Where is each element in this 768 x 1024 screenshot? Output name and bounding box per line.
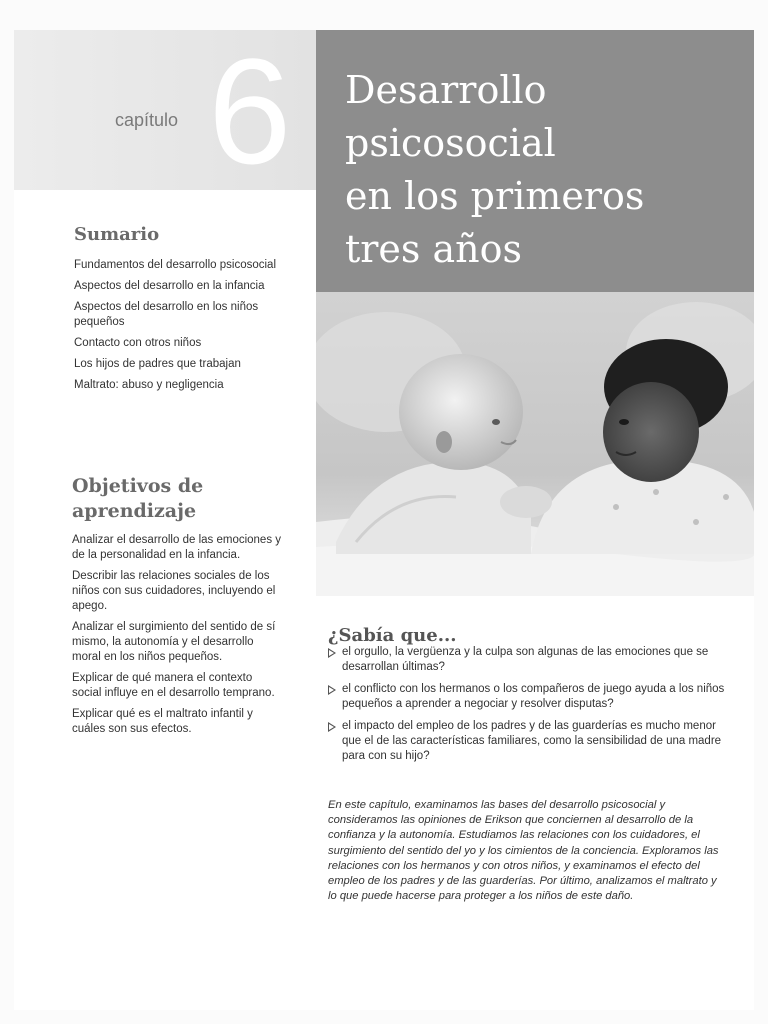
summary-item: Maltrato: abuso y negligencia	[74, 379, 224, 391]
babies-photo	[316, 292, 754, 596]
did-you-know-text: el orgullo, la vergüenza y la culpa son algunas de las emociones que se desarrollan últimas?	[342, 646, 709, 673]
summary-heading: Sumario	[74, 224, 160, 245]
triangle-bullet-icon	[328, 722, 336, 732]
did-you-know-text: el conflicto con los hermanos o los compañeros de juego ayuda a los niños pequeños a aprender a negociar y resolver disputas?	[342, 683, 725, 710]
chapter-title-line: tres años	[345, 227, 523, 271]
objective-item: Explicar qué es el maltrato infantil y cuáles son sus efectos.	[72, 708, 253, 735]
did-you-know-item	[328, 645, 730, 675]
summary-item: Contacto con otros niños	[74, 337, 202, 349]
summary-item: Aspectos del desarrollo en la infancia	[74, 280, 265, 292]
objective-item: Analizar el desarrollo de las emociones y de la personalidad en la infancia.	[72, 534, 282, 561]
objective-item: Describir las relaciones sociales de los niños con sus cuidadores, incluyendo el apego.	[72, 570, 276, 612]
summary-item: Los hijos de padres que trabajan	[74, 358, 241, 370]
chapter-title-line: Desarrollo	[345, 68, 547, 112]
chapter-intro-paragraph: En este capítulo, examinamos las bases del desarrollo psicosocial y consideramos las opiniones de Erikson que conciernen al desarrollo de la confianza y la autonomía. Estudiamos las relaciones con los cuidadores, el surgimiento del sentido del yo y los cimientos de la conciencia. Exploramos las relaciones con los hermanos y con otros niños, y examinamos el efecto del empleo de los padres y de las guarderías. Por último, analizamos el maltrato y lo que puede hacerse para proteger a los niños de este daño.	[328, 799, 719, 903]
did-you-know-item	[328, 682, 730, 712]
objective-item: Explicar de qué manera el contexto social influye en el desarrollo temprano.	[72, 672, 275, 699]
summary-item: Aspectos del desarrollo en los niños pequeños	[74, 301, 259, 328]
did-you-know-text: el impacto del empleo de los padres y de las guarderías es mucho menor que el de las características familiares, como la sensibilidad de una madre para con su hijo?	[342, 720, 722, 762]
chapter-number: 6	[208, 27, 292, 195]
chapter-title-line: psicosocial	[345, 121, 556, 165]
triangle-bullet-icon	[328, 685, 336, 695]
objectives-list	[72, 533, 284, 743]
objective-item: Analizar el surgimiento del sentido de sí mismo, la autonomía y el desarrollo moral en los niños pequeños.	[72, 621, 276, 663]
did-you-know-list	[328, 645, 730, 771]
did-you-know-heading: ¿Sabía que...	[328, 624, 457, 646]
objectives-heading: Objetivos de aprendizaje	[72, 475, 204, 522]
babies-photo-illustration	[316, 292, 754, 596]
did-you-know-item	[328, 719, 730, 764]
chapter-title-line: en los primeros	[345, 174, 645, 218]
triangle-bullet-icon	[328, 648, 336, 658]
summary-list	[74, 258, 294, 399]
summary-item: Fundamentos del desarrollo psicosocial	[74, 259, 276, 271]
chapter-label: capítulo	[115, 110, 179, 130]
chapter-title	[345, 64, 745, 276]
